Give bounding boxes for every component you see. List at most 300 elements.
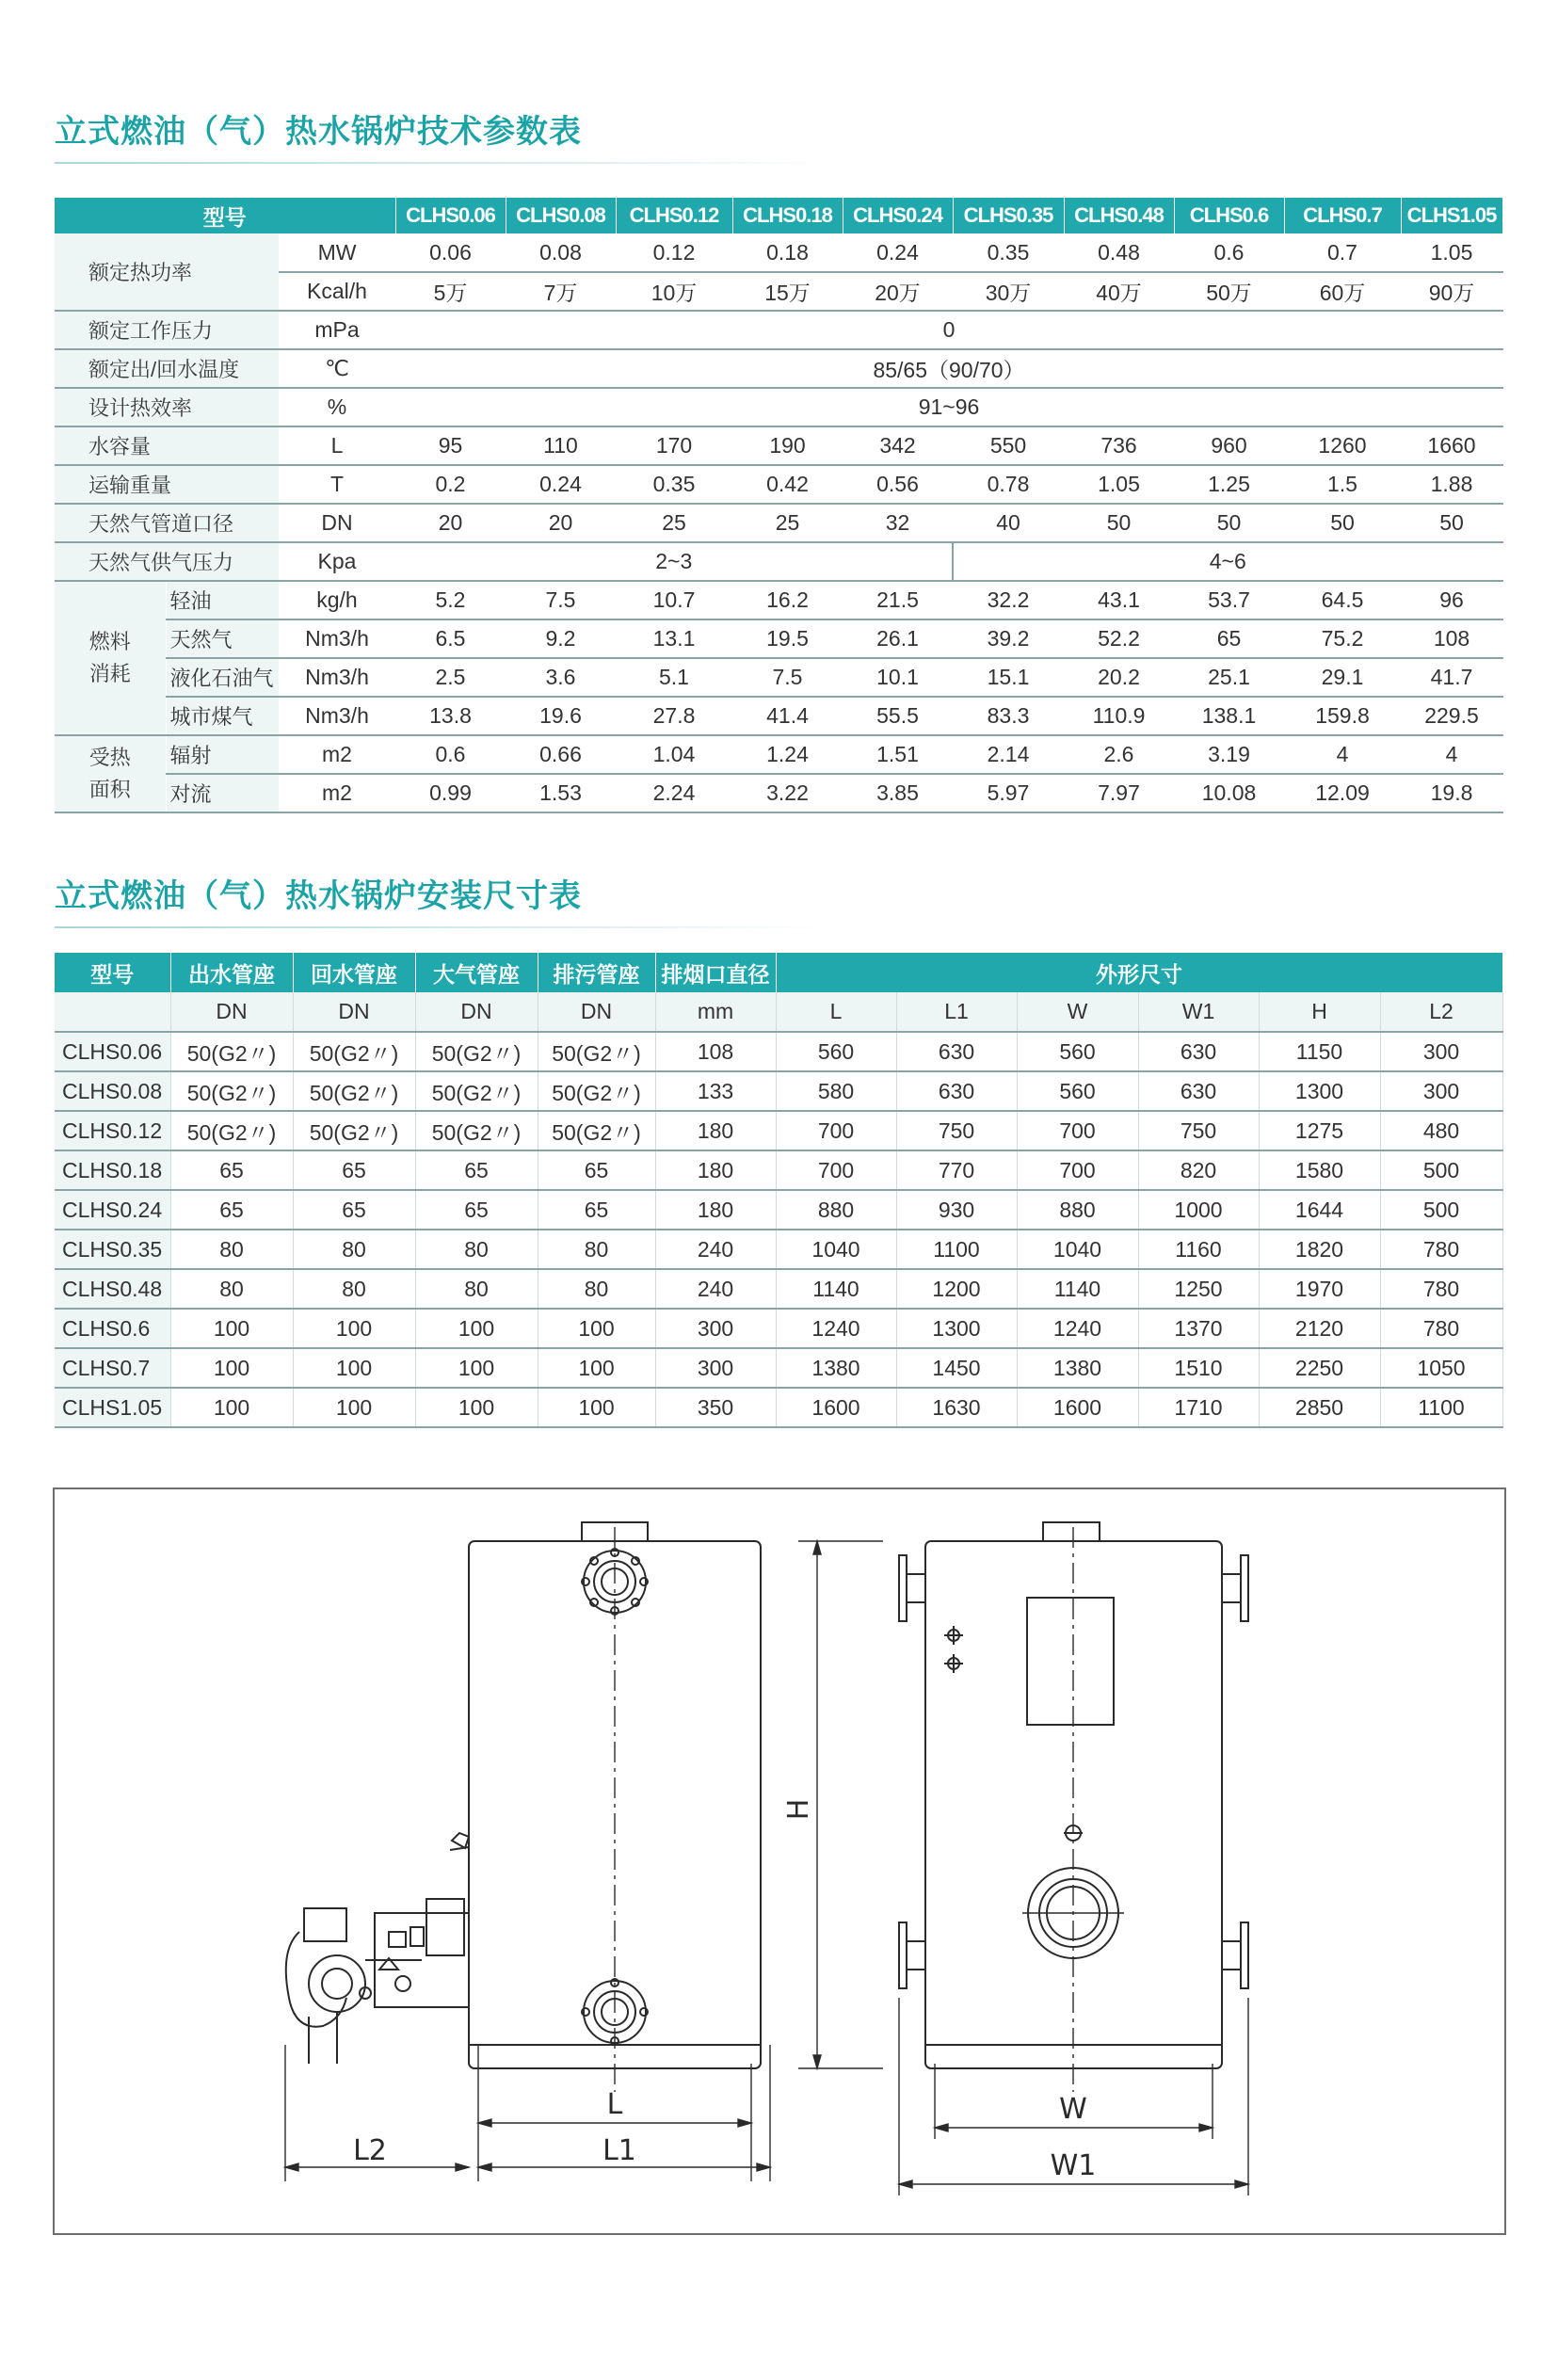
spec-cell: 55.5 bbox=[843, 697, 953, 735]
dim-cell: 65 bbox=[538, 1150, 655, 1190]
dim-cell: 80 bbox=[415, 1230, 538, 1269]
spec-unit: MW bbox=[279, 233, 395, 272]
dim-cell: 1600 bbox=[776, 1388, 896, 1427]
spec-cell: 0.99 bbox=[395, 774, 506, 812]
spec-cell: 0.2 bbox=[395, 465, 506, 504]
dim-cell: 1644 bbox=[1259, 1190, 1380, 1230]
spec-title: 立式燃油（气）热水锅炉技术参数表 bbox=[55, 113, 582, 151]
dim-model-cell: CLHS0.08 bbox=[55, 1071, 170, 1111]
side-view bbox=[899, 1522, 1248, 2092]
dim-cell: 1970 bbox=[1259, 1269, 1380, 1309]
dim-cell: 1300 bbox=[896, 1309, 1017, 1348]
spec-cell: 20 bbox=[395, 504, 506, 542]
dim-cell: 300 bbox=[655, 1309, 776, 1348]
dim-cell: 50(G2〃) bbox=[538, 1071, 655, 1111]
spec-cell: 25.1 bbox=[1174, 658, 1284, 697]
dim-title-underline bbox=[55, 926, 827, 928]
dim-cell: 100 bbox=[170, 1348, 293, 1388]
dim-cell: 1160 bbox=[1138, 1230, 1259, 1269]
spec-label-weight: 运输重量 bbox=[55, 465, 279, 504]
spec-cell: 108 bbox=[1401, 619, 1502, 658]
spec-cell: 1.05 bbox=[1064, 465, 1174, 504]
spec-cell: 0.6 bbox=[395, 735, 506, 774]
dim-cell: 780 bbox=[1380, 1269, 1502, 1309]
dim-cell: 1200 bbox=[896, 1269, 1017, 1309]
spec-cell: 0.78 bbox=[953, 465, 1064, 504]
dim-cell: 108 bbox=[655, 1032, 776, 1071]
dim-cell: 480 bbox=[1380, 1111, 1502, 1150]
spec-cell: 0.35 bbox=[616, 465, 732, 504]
spec-cell-span: 4~6 bbox=[953, 542, 1502, 581]
dim-cell: 1300 bbox=[1259, 1071, 1380, 1111]
dim-row bbox=[55, 1111, 1502, 1150]
spec-label-heating-2: 面积 bbox=[88, 778, 131, 801]
dim-cell: 1510 bbox=[1138, 1348, 1259, 1388]
dim-cell: 50(G2〃) bbox=[415, 1071, 538, 1111]
spec-cell: 60万 bbox=[1284, 272, 1401, 311]
spec-cell: 7.97 bbox=[1064, 774, 1174, 812]
spec-cell: 1660 bbox=[1401, 426, 1502, 465]
dim-cell: 65 bbox=[538, 1190, 655, 1230]
dim-cell: 700 bbox=[776, 1150, 896, 1190]
dim-cell: 100 bbox=[538, 1388, 655, 1427]
spec-unit: Nm3/h bbox=[279, 658, 395, 697]
spec-cell: 3.85 bbox=[843, 774, 953, 812]
dim-cell: 65 bbox=[415, 1150, 538, 1190]
dim-cell: 300 bbox=[1380, 1071, 1502, 1111]
dim-row bbox=[55, 1388, 1502, 1427]
spec-cell: 39.2 bbox=[953, 619, 1064, 658]
spec-cell: 960 bbox=[1174, 426, 1284, 465]
spec-cell: 50 bbox=[1284, 504, 1401, 542]
spec-row-fuel bbox=[55, 619, 1502, 658]
dim-cell: 1630 bbox=[896, 1388, 1017, 1427]
spec-cell: 40 bbox=[953, 504, 1064, 542]
spec-cell: 1.51 bbox=[843, 735, 953, 774]
spec-cell: 12.09 bbox=[1284, 774, 1401, 812]
spec-cell: 19.5 bbox=[732, 619, 843, 658]
spec-row-power-mw bbox=[55, 233, 1502, 272]
dim-cell: 780 bbox=[1380, 1230, 1502, 1269]
dim-label-L1: L1 bbox=[602, 2134, 636, 2167]
spec-cell: 5万 bbox=[395, 272, 506, 311]
spec-cell: 2.6 bbox=[1064, 735, 1174, 774]
spec-cell: 19.6 bbox=[506, 697, 616, 735]
dim-unit-cell: DN bbox=[415, 992, 538, 1032]
spec-unit: mPa bbox=[279, 311, 395, 349]
dim-header-outline: 外形尺寸 bbox=[776, 953, 1502, 992]
dim-cell: 500 bbox=[1380, 1150, 1502, 1190]
spec-cell: 736 bbox=[1064, 426, 1174, 465]
spec-cell: 1.04 bbox=[616, 735, 732, 774]
spec-header-model-name: CLHS0.6 bbox=[1174, 198, 1284, 233]
spec-header-model-name: CLHS0.48 bbox=[1064, 198, 1174, 233]
spec-cell: 1.5 bbox=[1284, 465, 1401, 504]
spec-cell: 13.8 bbox=[395, 697, 506, 735]
spec-cell: 0.66 bbox=[506, 735, 616, 774]
spec-cell-span: 2~3 bbox=[395, 542, 953, 581]
spec-cell: 1.24 bbox=[732, 735, 843, 774]
spec-cell: 75.2 bbox=[1284, 619, 1401, 658]
dim-cell: 80 bbox=[170, 1269, 293, 1309]
dim-header-cell: 型号 bbox=[55, 953, 170, 992]
dim-model-cell: CLHS1.05 bbox=[55, 1388, 170, 1427]
dim-cell: 1710 bbox=[1138, 1388, 1259, 1427]
dim-cell: 65 bbox=[293, 1150, 415, 1190]
spec-cell: 9.2 bbox=[506, 619, 616, 658]
spec-cell: 7.5 bbox=[506, 581, 616, 619]
dim-cell: 50(G2〃) bbox=[293, 1071, 415, 1111]
dim-cell: 630 bbox=[896, 1032, 1017, 1071]
spec-row-pressure bbox=[55, 311, 1502, 349]
spec-label-pressure: 额定工作压力 bbox=[55, 311, 279, 349]
spec-cell: 110 bbox=[506, 426, 616, 465]
spec-cell: 50 bbox=[1064, 504, 1174, 542]
spec-unit: m2 bbox=[279, 774, 395, 812]
spec-cell: 52.2 bbox=[1064, 619, 1174, 658]
spec-cell: 3.19 bbox=[1174, 735, 1284, 774]
spec-header-model-name: CLHS0.7 bbox=[1284, 198, 1401, 233]
dim-label-W: W bbox=[1059, 2093, 1087, 2126]
spec-cell: 2.24 bbox=[616, 774, 732, 812]
spec-row-weight bbox=[55, 465, 1502, 504]
spec-row-fuel bbox=[55, 697, 1502, 735]
dim-cell: 1240 bbox=[1017, 1309, 1138, 1348]
spec-cell: 15.1 bbox=[953, 658, 1064, 697]
dim-cell: 770 bbox=[896, 1150, 1017, 1190]
spec-cell: 41.7 bbox=[1401, 658, 1502, 697]
dim-cell: 80 bbox=[293, 1230, 415, 1269]
spec-cell: 0.7 bbox=[1284, 233, 1401, 272]
spec-row-gas-pressure bbox=[55, 542, 1502, 581]
spec-cell: 5.97 bbox=[953, 774, 1064, 812]
spec-header-row bbox=[55, 198, 1502, 233]
spec-cell: 5.1 bbox=[616, 658, 732, 697]
dim-table bbox=[55, 953, 1503, 1428]
spec-cell: 0.24 bbox=[843, 233, 953, 272]
spec-unit: ℃ bbox=[279, 349, 395, 388]
spec-unit: % bbox=[279, 388, 395, 426]
spec-cell: 1.88 bbox=[1401, 465, 1502, 504]
dim-cell: 300 bbox=[655, 1348, 776, 1388]
dim-row bbox=[55, 1190, 1502, 1230]
dim-cell: 1100 bbox=[896, 1230, 1017, 1269]
spec-cell: 229.5 bbox=[1401, 697, 1502, 735]
dim-header-cell: 排烟口直径 bbox=[655, 953, 776, 992]
spec-sub-label: 对流 bbox=[166, 774, 279, 812]
spec-sub-label: 液化石油气 bbox=[166, 658, 279, 697]
dim-unit-cell: W bbox=[1017, 992, 1138, 1032]
dim-cell: 100 bbox=[293, 1309, 415, 1348]
side-dimensions bbox=[798, 1541, 1248, 2195]
spec-header-model-name: CLHS0.08 bbox=[506, 198, 616, 233]
spec-label-gas-pressure: 天然气供气压力 bbox=[55, 542, 279, 581]
dim-cell: 50(G2〃) bbox=[170, 1111, 293, 1150]
dim-cell: 133 bbox=[655, 1071, 776, 1111]
spec-cell: 0.56 bbox=[843, 465, 953, 504]
spec-cell: 550 bbox=[953, 426, 1064, 465]
spec-cell: 0.08 bbox=[506, 233, 616, 272]
dim-cell: 820 bbox=[1138, 1150, 1259, 1190]
dim-cell: 700 bbox=[1017, 1150, 1138, 1190]
spec-cell: 90万 bbox=[1401, 272, 1502, 311]
spec-cell: 95 bbox=[395, 426, 506, 465]
dim-cell: 50(G2〃) bbox=[170, 1032, 293, 1071]
spec-cell: 10万 bbox=[616, 272, 732, 311]
spec-unit: DN bbox=[279, 504, 395, 542]
spec-cell: 10.08 bbox=[1174, 774, 1284, 812]
spec-cell: 65 bbox=[1174, 619, 1284, 658]
spec-cell: 2.14 bbox=[953, 735, 1064, 774]
spec-sub-label: 辐射 bbox=[166, 735, 279, 774]
dim-cell: 930 bbox=[896, 1190, 1017, 1230]
boiler-drawing-frame bbox=[53, 1488, 1506, 2235]
spec-title-underline bbox=[55, 162, 827, 164]
dim-cell: 50(G2〃) bbox=[170, 1071, 293, 1111]
dim-cell: 580 bbox=[776, 1071, 896, 1111]
dim-unit-cell: W1 bbox=[1138, 992, 1259, 1032]
dim-model-cell: CLHS0.06 bbox=[55, 1032, 170, 1071]
dim-model-cell: CLHS0.6 bbox=[55, 1309, 170, 1348]
dim-model-cell: CLHS0.7 bbox=[55, 1348, 170, 1388]
spec-cell: 27.8 bbox=[616, 697, 732, 735]
spec-cell: 20万 bbox=[843, 272, 953, 311]
dim-cell: 65 bbox=[415, 1190, 538, 1230]
dim-unit-cell: L bbox=[776, 992, 896, 1032]
spec-cell: 25 bbox=[732, 504, 843, 542]
dim-cell: 240 bbox=[655, 1230, 776, 1269]
spec-unit: Kpa bbox=[279, 542, 395, 581]
dim-header-cell: 排污管座 bbox=[538, 953, 655, 992]
dim-row bbox=[55, 1348, 1502, 1388]
dim-cell: 50(G2〃) bbox=[538, 1032, 655, 1071]
dim-cell: 1100 bbox=[1380, 1388, 1502, 1427]
spec-label-efficiency: 设计热效率 bbox=[55, 388, 279, 426]
spec-cell: 110.9 bbox=[1064, 697, 1174, 735]
spec-cell: 7万 bbox=[506, 272, 616, 311]
dim-label-W1: W1 bbox=[1050, 2149, 1097, 2182]
dim-title: 立式燃油（气）热水锅炉安装尺寸表 bbox=[55, 877, 582, 915]
spec-cell: 0.35 bbox=[953, 233, 1064, 272]
dim-cell: 65 bbox=[170, 1190, 293, 1230]
dim-cell: 1240 bbox=[776, 1309, 896, 1348]
dim-cell: 300 bbox=[1380, 1032, 1502, 1071]
spec-row-water_capacity bbox=[55, 426, 1502, 465]
dim-cell: 100 bbox=[293, 1348, 415, 1388]
spec-label-heating-1: 受热 bbox=[88, 746, 131, 769]
dim-header-cell: 大气管座 bbox=[415, 953, 538, 992]
spec-unit: L bbox=[279, 426, 395, 465]
dim-model-cell: CLHS0.12 bbox=[55, 1111, 170, 1150]
dim-cell: 100 bbox=[293, 1388, 415, 1427]
spec-cell: 20.2 bbox=[1064, 658, 1174, 697]
dim-unit-row bbox=[55, 992, 1502, 1032]
spec-cell: 25 bbox=[616, 504, 732, 542]
dim-cell: 700 bbox=[1017, 1111, 1138, 1150]
dim-cell: 630 bbox=[896, 1071, 1017, 1111]
dim-row bbox=[55, 1071, 1502, 1111]
dim-row bbox=[55, 1230, 1502, 1269]
dim-cell: 880 bbox=[1017, 1190, 1138, 1230]
dim-unit-blank bbox=[55, 992, 170, 1032]
spec-header-model-name: CLHS0.06 bbox=[395, 198, 506, 233]
spec-table bbox=[55, 198, 1503, 813]
dim-label-L2: L2 bbox=[353, 2134, 387, 2167]
spec-cell: 0.06 bbox=[395, 233, 506, 272]
spec-label-temperature: 额定出/回水温度 bbox=[55, 349, 279, 388]
dim-cell: 100 bbox=[415, 1348, 538, 1388]
dim-row bbox=[55, 1269, 1502, 1309]
spec-header-model-name: CLHS0.12 bbox=[616, 198, 732, 233]
spec-unit: kg/h bbox=[279, 581, 395, 619]
spec-unit: m2 bbox=[279, 735, 395, 774]
spec-cell: 19.8 bbox=[1401, 774, 1502, 812]
dim-cell: 1150 bbox=[1259, 1032, 1380, 1071]
boiler-drawing bbox=[55, 1489, 1504, 2233]
spec-cell: 50万 bbox=[1174, 272, 1284, 311]
spec-row-fuel bbox=[55, 581, 1502, 619]
dim-model-cell: CLHS0.24 bbox=[55, 1190, 170, 1230]
dim-model-cell: CLHS0.48 bbox=[55, 1269, 170, 1309]
spec-cell: 40万 bbox=[1064, 272, 1174, 311]
dim-cell: 50(G2〃) bbox=[293, 1111, 415, 1150]
spec-cell: 43.1 bbox=[1064, 581, 1174, 619]
dim-cell: 700 bbox=[776, 1111, 896, 1150]
spec-unit: T bbox=[279, 465, 395, 504]
dim-cell: 500 bbox=[1380, 1190, 1502, 1230]
dim-cell: 180 bbox=[655, 1150, 776, 1190]
spec-cell: 0.42 bbox=[732, 465, 843, 504]
spec-label-fuel-2: 消耗 bbox=[88, 662, 131, 685]
spec-cell: 30万 bbox=[953, 272, 1064, 311]
dim-cell: 100 bbox=[415, 1309, 538, 1348]
dim-unit-cell: DN bbox=[170, 992, 293, 1032]
spec-cell: 159.8 bbox=[1284, 697, 1401, 735]
dim-cell: 750 bbox=[1138, 1111, 1259, 1150]
spec-cell: 0.12 bbox=[616, 233, 732, 272]
dim-cell: 1380 bbox=[776, 1348, 896, 1388]
spec-label-fuel bbox=[55, 581, 166, 735]
dim-cell: 100 bbox=[538, 1348, 655, 1388]
dim-cell: 100 bbox=[415, 1388, 538, 1427]
dim-cell: 1380 bbox=[1017, 1348, 1138, 1388]
spec-cell: 4 bbox=[1284, 735, 1401, 774]
spec-label-power: 额定热功率 bbox=[55, 233, 279, 311]
dim-cell: 80 bbox=[170, 1230, 293, 1269]
dim-cell: 560 bbox=[1017, 1032, 1138, 1071]
dim-header-cell: 出水管座 bbox=[170, 953, 293, 992]
dim-cell: 100 bbox=[170, 1309, 293, 1348]
dim-cell: 2250 bbox=[1259, 1348, 1380, 1388]
dim-model-cell: CLHS0.18 bbox=[55, 1150, 170, 1190]
spec-cell: 41.4 bbox=[732, 697, 843, 735]
spec-row-fuel bbox=[55, 658, 1502, 697]
dim-cell: 1580 bbox=[1259, 1150, 1380, 1190]
spec-cell: 32 bbox=[843, 504, 953, 542]
spec-row-gas_pipe bbox=[55, 504, 1502, 542]
dim-cell: 100 bbox=[538, 1309, 655, 1348]
dim-cell: 80 bbox=[538, 1269, 655, 1309]
dim-cell: 80 bbox=[415, 1269, 538, 1309]
spec-cell: 13.1 bbox=[616, 619, 732, 658]
spec-row-temperature bbox=[55, 349, 1502, 388]
spec-row-heating bbox=[55, 735, 1502, 774]
dim-cell: 750 bbox=[896, 1111, 1017, 1150]
dim-cell: 240 bbox=[655, 1269, 776, 1309]
dim-cell: 780 bbox=[1380, 1309, 1502, 1348]
spec-label-heating bbox=[55, 735, 166, 812]
dim-cell: 1000 bbox=[1138, 1190, 1259, 1230]
dim-cell: 1140 bbox=[776, 1269, 896, 1309]
spec-cell: 26.1 bbox=[843, 619, 953, 658]
spec-cell: 5.2 bbox=[395, 581, 506, 619]
dim-cell: 80 bbox=[293, 1269, 415, 1309]
dim-row bbox=[55, 1150, 1502, 1190]
spec-cell: 2.5 bbox=[395, 658, 506, 697]
spec-cell: 53.7 bbox=[1174, 581, 1284, 619]
spec-sub-label: 轻油 bbox=[166, 581, 279, 619]
spec-header-model-name: CLHS1.05 bbox=[1401, 198, 1502, 233]
dim-cell: 180 bbox=[655, 1111, 776, 1150]
dim-row bbox=[55, 1032, 1502, 1071]
dim-cell: 1040 bbox=[776, 1230, 896, 1269]
dim-unit-cell: H bbox=[1259, 992, 1380, 1032]
spec-cell: 190 bbox=[732, 426, 843, 465]
spec-header-model: 型号 bbox=[55, 198, 395, 233]
dim-cell: 1450 bbox=[896, 1348, 1017, 1388]
dim-cell: 65 bbox=[170, 1150, 293, 1190]
dim-header-row bbox=[55, 953, 1502, 992]
spec-cell: 6.5 bbox=[395, 619, 506, 658]
spec-cell: 29.1 bbox=[1284, 658, 1401, 697]
dim-unit-cell: L2 bbox=[1380, 992, 1502, 1032]
dim-row bbox=[55, 1309, 1502, 1348]
dim-model-cell: CLHS0.35 bbox=[55, 1230, 170, 1269]
spec-cell: 50 bbox=[1401, 504, 1502, 542]
spec-label-fuel-1: 燃料 bbox=[88, 630, 131, 653]
spec-unit: Kcal/h bbox=[279, 272, 395, 311]
spec-cell-span: 85/65（90/70） bbox=[395, 349, 1502, 388]
spec-label-water_capacity: 水容量 bbox=[55, 426, 279, 465]
spec-cell: 170 bbox=[616, 426, 732, 465]
dim-cell: 560 bbox=[1017, 1071, 1138, 1111]
dim-cell: 880 bbox=[776, 1190, 896, 1230]
spec-cell-span: 91~96 bbox=[395, 388, 1502, 426]
spec-cell: 3.22 bbox=[732, 774, 843, 812]
spec-cell: 7.5 bbox=[732, 658, 843, 697]
dim-cell: 1040 bbox=[1017, 1230, 1138, 1269]
dim-cell: 630 bbox=[1138, 1071, 1259, 1111]
dim-cell: 1050 bbox=[1380, 1348, 1502, 1388]
spec-cell: 0.18 bbox=[732, 233, 843, 272]
spec-cell: 342 bbox=[843, 426, 953, 465]
spec-cell: 1260 bbox=[1284, 426, 1401, 465]
dim-cell: 50(G2〃) bbox=[415, 1111, 538, 1150]
spec-sub-label: 天然气 bbox=[166, 619, 279, 658]
spec-cell: 10.1 bbox=[843, 658, 953, 697]
front-view bbox=[286, 1522, 761, 2092]
spec-cell: 1.05 bbox=[1401, 233, 1502, 272]
dim-label-L: L bbox=[606, 2088, 623, 2121]
dim-cell: 350 bbox=[655, 1388, 776, 1427]
spec-unit: Nm3/h bbox=[279, 619, 395, 658]
spec-cell: 4 bbox=[1401, 735, 1502, 774]
spec-cell: 64.5 bbox=[1284, 581, 1401, 619]
spec-cell: 20 bbox=[506, 504, 616, 542]
dim-cell: 180 bbox=[655, 1190, 776, 1230]
dim-cell: 50(G2〃) bbox=[293, 1032, 415, 1071]
spec-label-gas_pipe: 天然气管道口径 bbox=[55, 504, 279, 542]
